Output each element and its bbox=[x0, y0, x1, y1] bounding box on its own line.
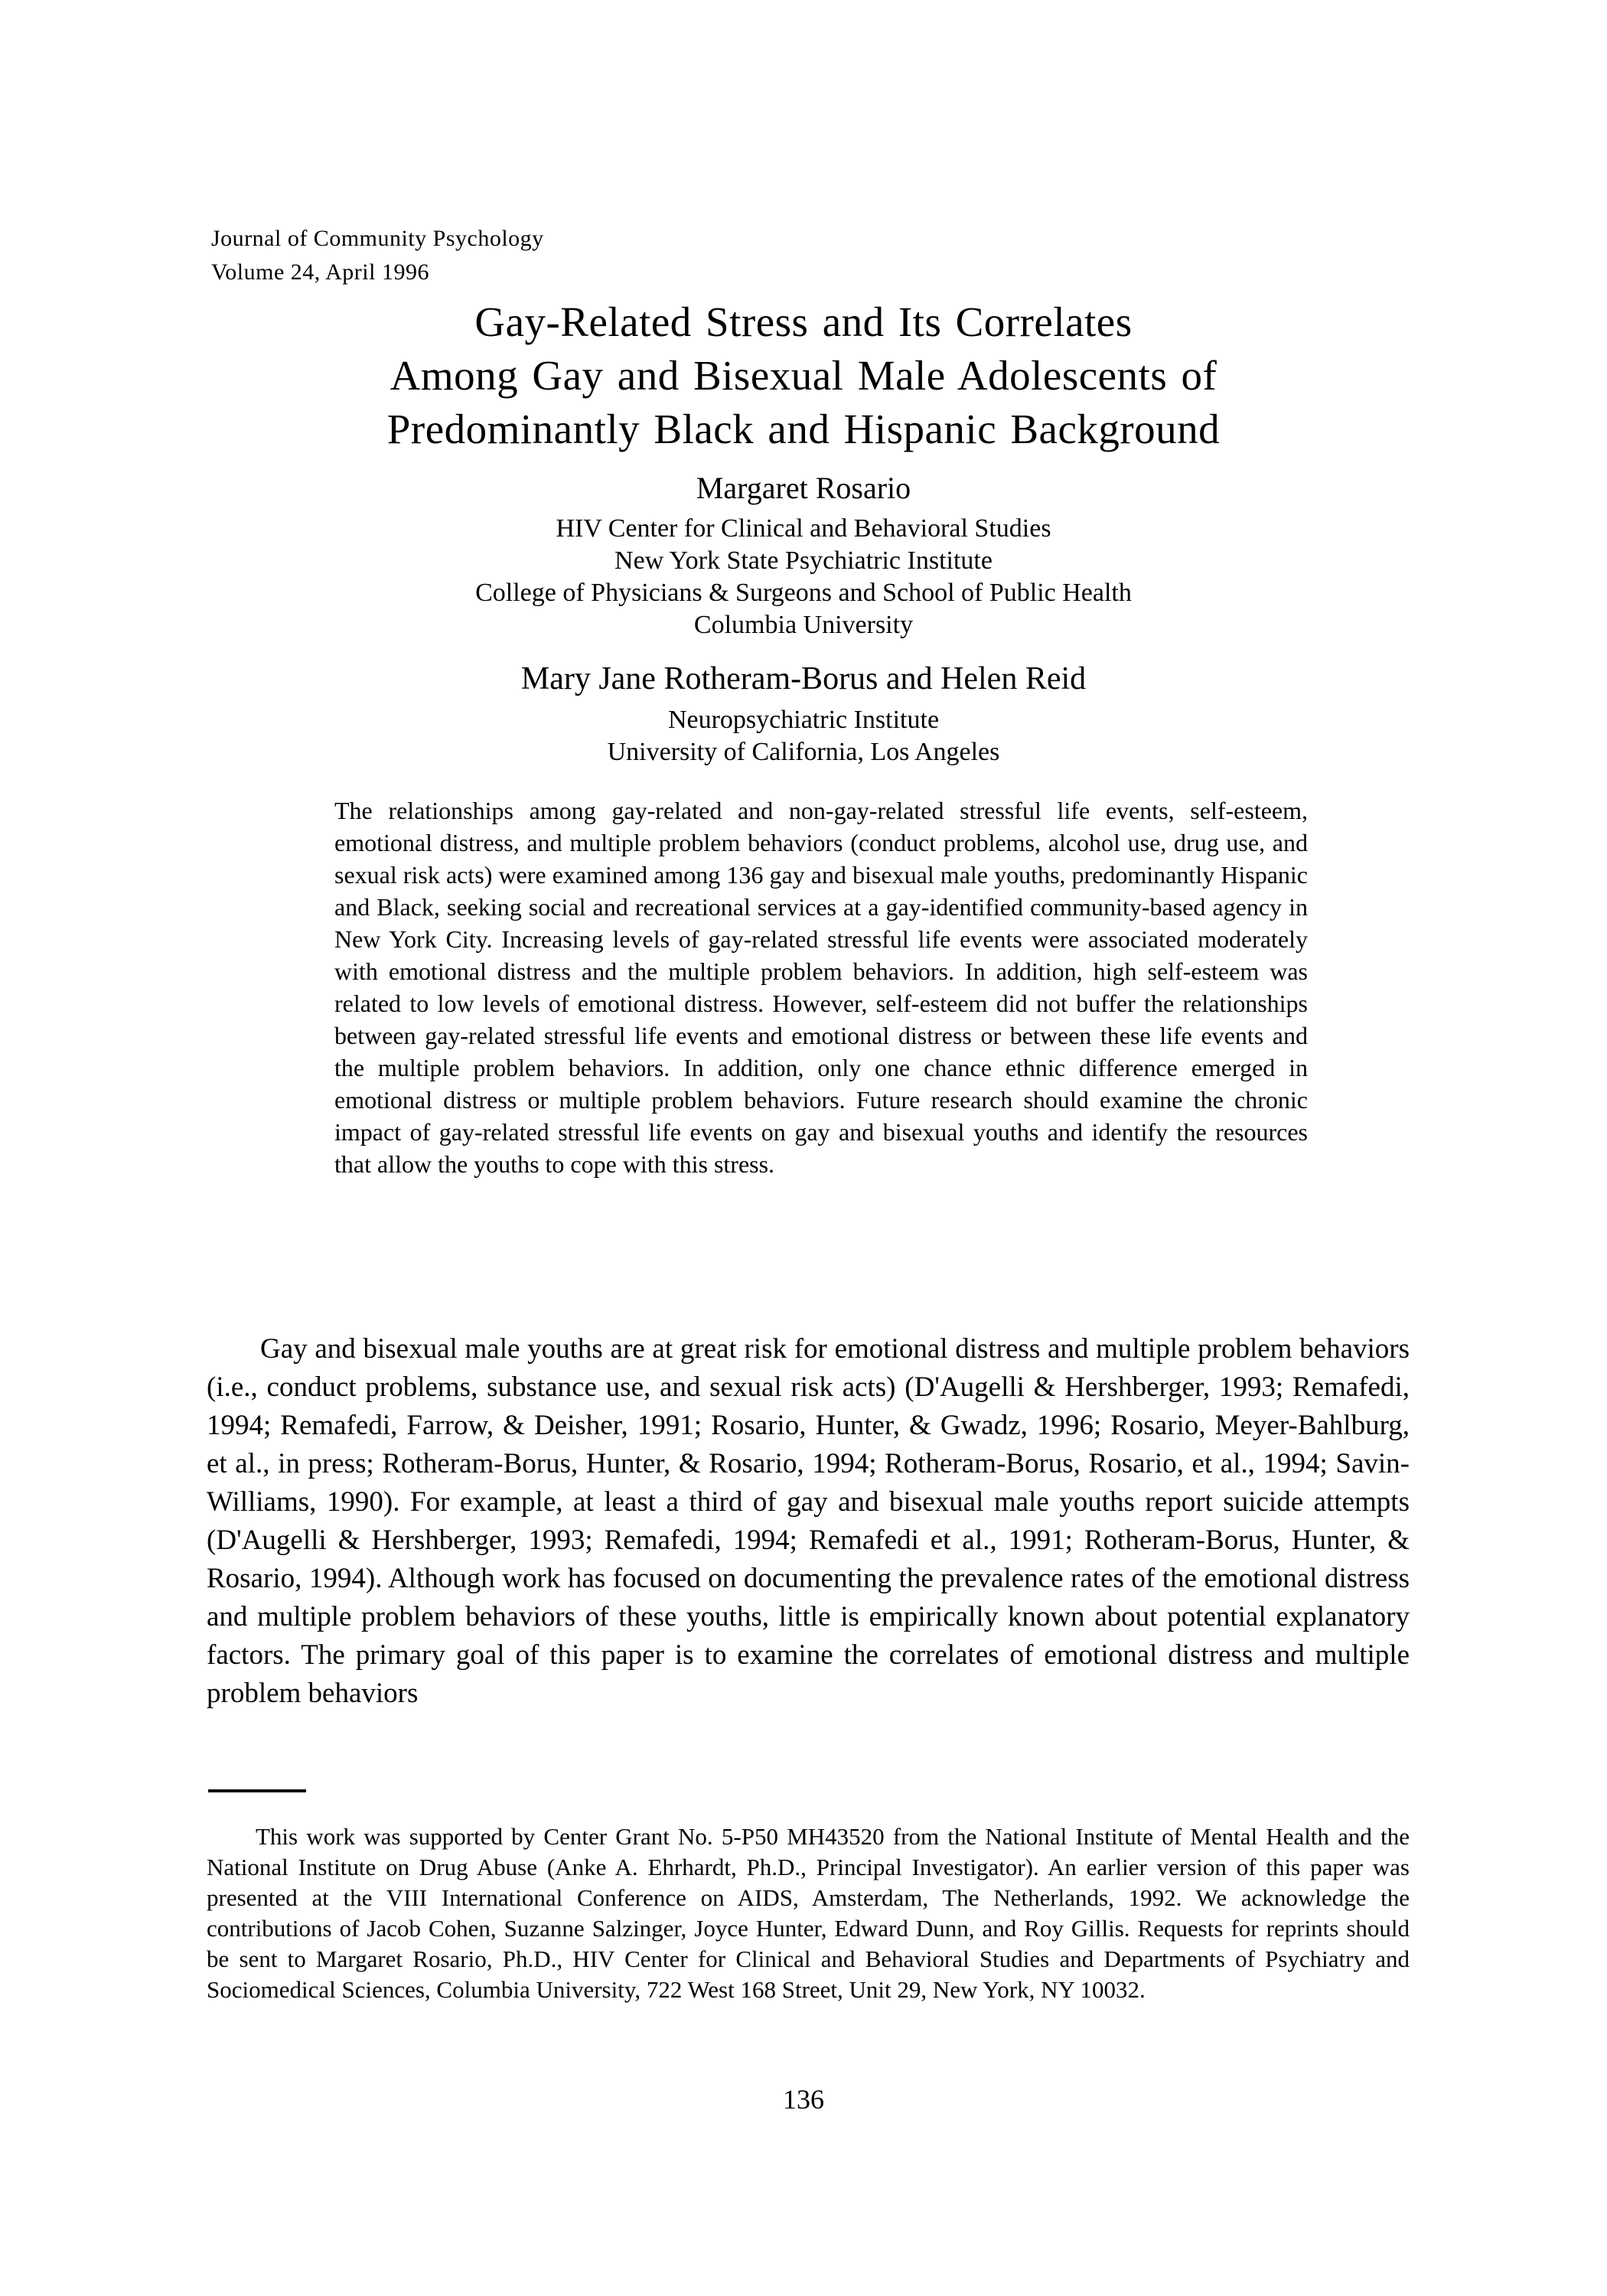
abstract: The relationships among gay-related and non-gay-related stressful life events, self-esteem, emotional distress, and multiple problem behaviors (conduct problems, alcohol use, drug use, and sexual risk acts) were examined among 136 gay and bisexual male youths, predominantly Hispanic and Black, seeking social and recreational services at a gay-identified community-based agency in New York City. Increasing levels of gay-related stressful life events were associated moderately with emotional distress and the multiple problem behaviors. In addition, high self-esteem was related to low levels of emotional distress. However, self-esteem did not buffer the relationships between gay-related stressful life events and emotional distress or between these life events and the multiple problem behaviors. In addition, only one chance ethnic difference emerged in emotional distress or multiple problem behaviors. Future research should examine the chronic impact of gay-related stressful life events on gay and bisexual youths and identify the resources that allow the youths to cope with this stress. bbox=[334, 797, 1308, 1178]
journal-header bbox=[211, 222, 544, 289]
title-line-3: Predominantly Black and Hispanic Background bbox=[386, 406, 1221, 452]
footnote bbox=[207, 1821, 1410, 2005]
affiliation-line: University of California, Los Angeles bbox=[607, 738, 1000, 766]
affiliation-line: HIV Center for Clinical and Behavioral Studies bbox=[556, 514, 1051, 543]
author-name-2: Mary Jane Rotheram-Borus and Helen Reid bbox=[520, 661, 1087, 696]
journal-name: Journal of Community Psychology bbox=[211, 226, 544, 251]
affiliation-line: New York State Psychiatric Institute bbox=[614, 546, 993, 575]
footnote-paragraph: This work was supported by Center Grant No. 5-P50 MH43520 from the National Institute of Mental Health and the National Institute on Drug Abuse (Anke A. Ehrhardt, Ph.D., Principal Investigator). An earlier version of this paper was presented at the VIII International Conference on AIDS, Amsterdam, The Netherlands, 1992. We acknowledge the contributions of Jacob Cohen, Suzanne Salzinger, Joyce Hunter, Edward Dunn, and Roy Gillis. Requests for reprints should be sent to Margaret Rosario, Ph.D., HIV Center for Clinical and Behavioral Studies and Departments of Psychiatry and Sociomedical Sciences, Columbia University, 722 West 168 Street, Unit 29, New York, NY 10032. bbox=[207, 1823, 1410, 2003]
affiliation-line: Neuropsychiatric Institute bbox=[667, 706, 940, 734]
body-text bbox=[207, 1330, 1410, 1713]
author-affiliations-1 bbox=[0, 513, 1607, 641]
title-line-1: Gay-Related Stress and Its Correlates bbox=[474, 298, 1133, 345]
author-affiliations-2 bbox=[0, 704, 1607, 768]
journal-issue-line: Volume 24, April 1996 bbox=[211, 259, 429, 285]
page-title bbox=[0, 295, 1607, 456]
affiliation-line: College of Physicians & Surgeons and School of Public Health bbox=[475, 579, 1132, 607]
body-paragraph: Gay and bisexual male youths are at great risk for emotional distress and multiple problem behaviors (i.e., conduct problems, substance use, and sexual risk acts) (D'Augelli & Hershberger, 1993; Remafedi, 1994; Remafedi, Farrow, & Deisher, 1991; Rosario, Hunter, & Gwadz, 1996; Rosario, Meyer-Bahlburg, et al., in press; Rotheram-Borus, Hunter, & Rosario, 1994; Rotheram-Borus, Rosario, et al., 1994; Savin-Williams, 1990). For example, at least a third of gay and bisexual male youths report suicide attempts (D'Augelli & Hershberger, 1993; Remafedi, 1994; Remafedi et al., 1991; Rotheram-Borus, Hunter, & Rosario, 1994). Although work has focused on documenting the prevalence rates of the emotional distress and multiple problem behaviors of these youths, little is empirically known about potential explanatory factors. The primary goal of this paper is to examine the correlates of emotional distress and multiple problem behaviors bbox=[207, 1333, 1410, 1709]
affiliation-line: Columbia University bbox=[693, 611, 914, 639]
footnote-divider bbox=[208, 1789, 306, 1792]
page-number: 136 bbox=[783, 2084, 824, 2115]
author-name-1: Margaret Rosario bbox=[696, 471, 911, 505]
title-line-2: Among Gay and Bisexual Male Adolescents of bbox=[390, 352, 1217, 399]
